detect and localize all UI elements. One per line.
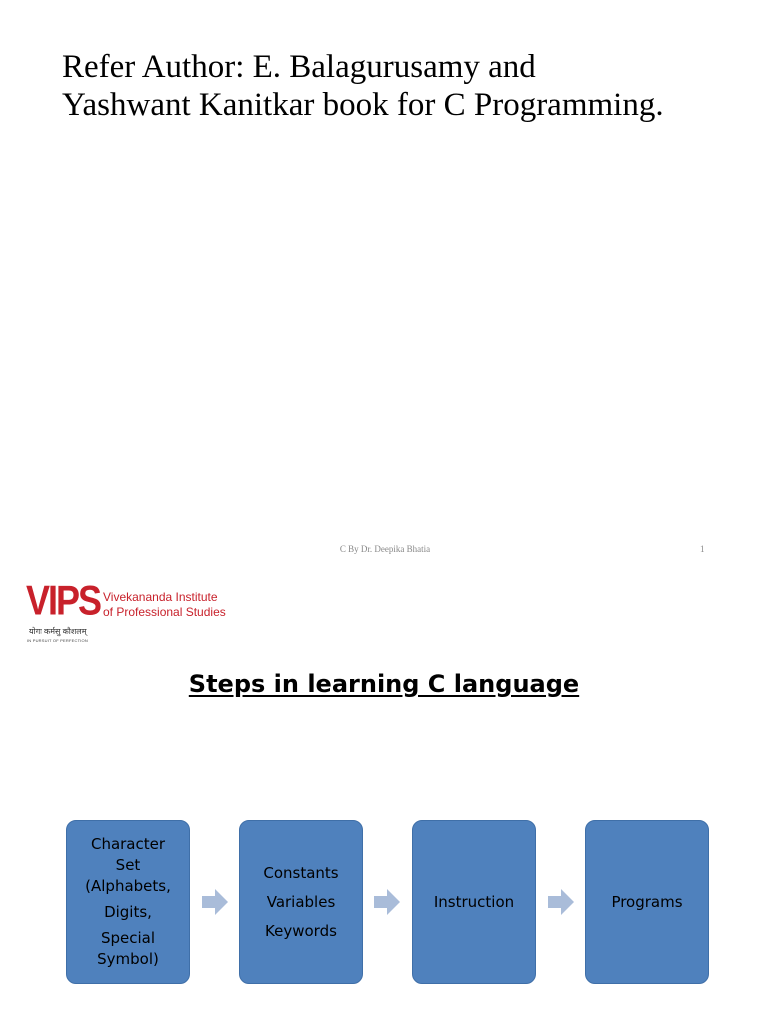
logo-motto: योगः कर्मसु कौशलम्: [29, 627, 87, 636]
institute-name: [103, 590, 226, 620]
vips-logo: [26, 576, 101, 643]
step-constants: [239, 820, 363, 984]
logo-text: VIPS: [26, 576, 101, 624]
step-2-line-1: Constants: [263, 863, 339, 882]
logo-tagline: IN PURSUIT OF PERFECTION: [27, 638, 88, 643]
step-programs: [585, 820, 709, 984]
step-instruction: [412, 820, 536, 984]
step-2-line-3: Keywords: [265, 921, 337, 940]
right-arrow-icon: [548, 889, 574, 915]
step-1-line-3: (Alphabets,: [85, 877, 171, 895]
step-3-line-1: Instruction: [433, 893, 515, 911]
step-character-set: [66, 820, 190, 984]
step-1-line-2: Set: [115, 856, 141, 874]
step-2-line-2: Variables: [266, 892, 336, 911]
section-heading: Steps in learning C language: [188, 670, 580, 698]
slide-2: [0, 566, 768, 1024]
step-1-line-1: Character: [90, 835, 166, 853]
right-arrow-icon: [374, 889, 400, 915]
title-line-1: Refer Author: E. Balagurusamy and: [62, 49, 536, 85]
title-line-2: Yashwant Kanitkar book for C Programming.: [62, 87, 664, 123]
step-1-line-4: Digits,: [104, 903, 152, 921]
step-4-line-1: Programs: [611, 893, 683, 911]
step-1-line-6: Symbol): [97, 950, 159, 968]
right-arrow-icon: [202, 889, 228, 915]
step-1-line-5: Special: [100, 929, 156, 947]
footer-credit: C By Dr. Deepika Bhatia: [339, 544, 431, 554]
slide-title: [62, 48, 742, 124]
institute-line-1: Vivekananda Institute: [103, 590, 218, 604]
page-number: 1: [700, 544, 705, 554]
steps-flow: [0, 820, 768, 984]
institute-line-2: of Professional Studies: [103, 605, 226, 619]
